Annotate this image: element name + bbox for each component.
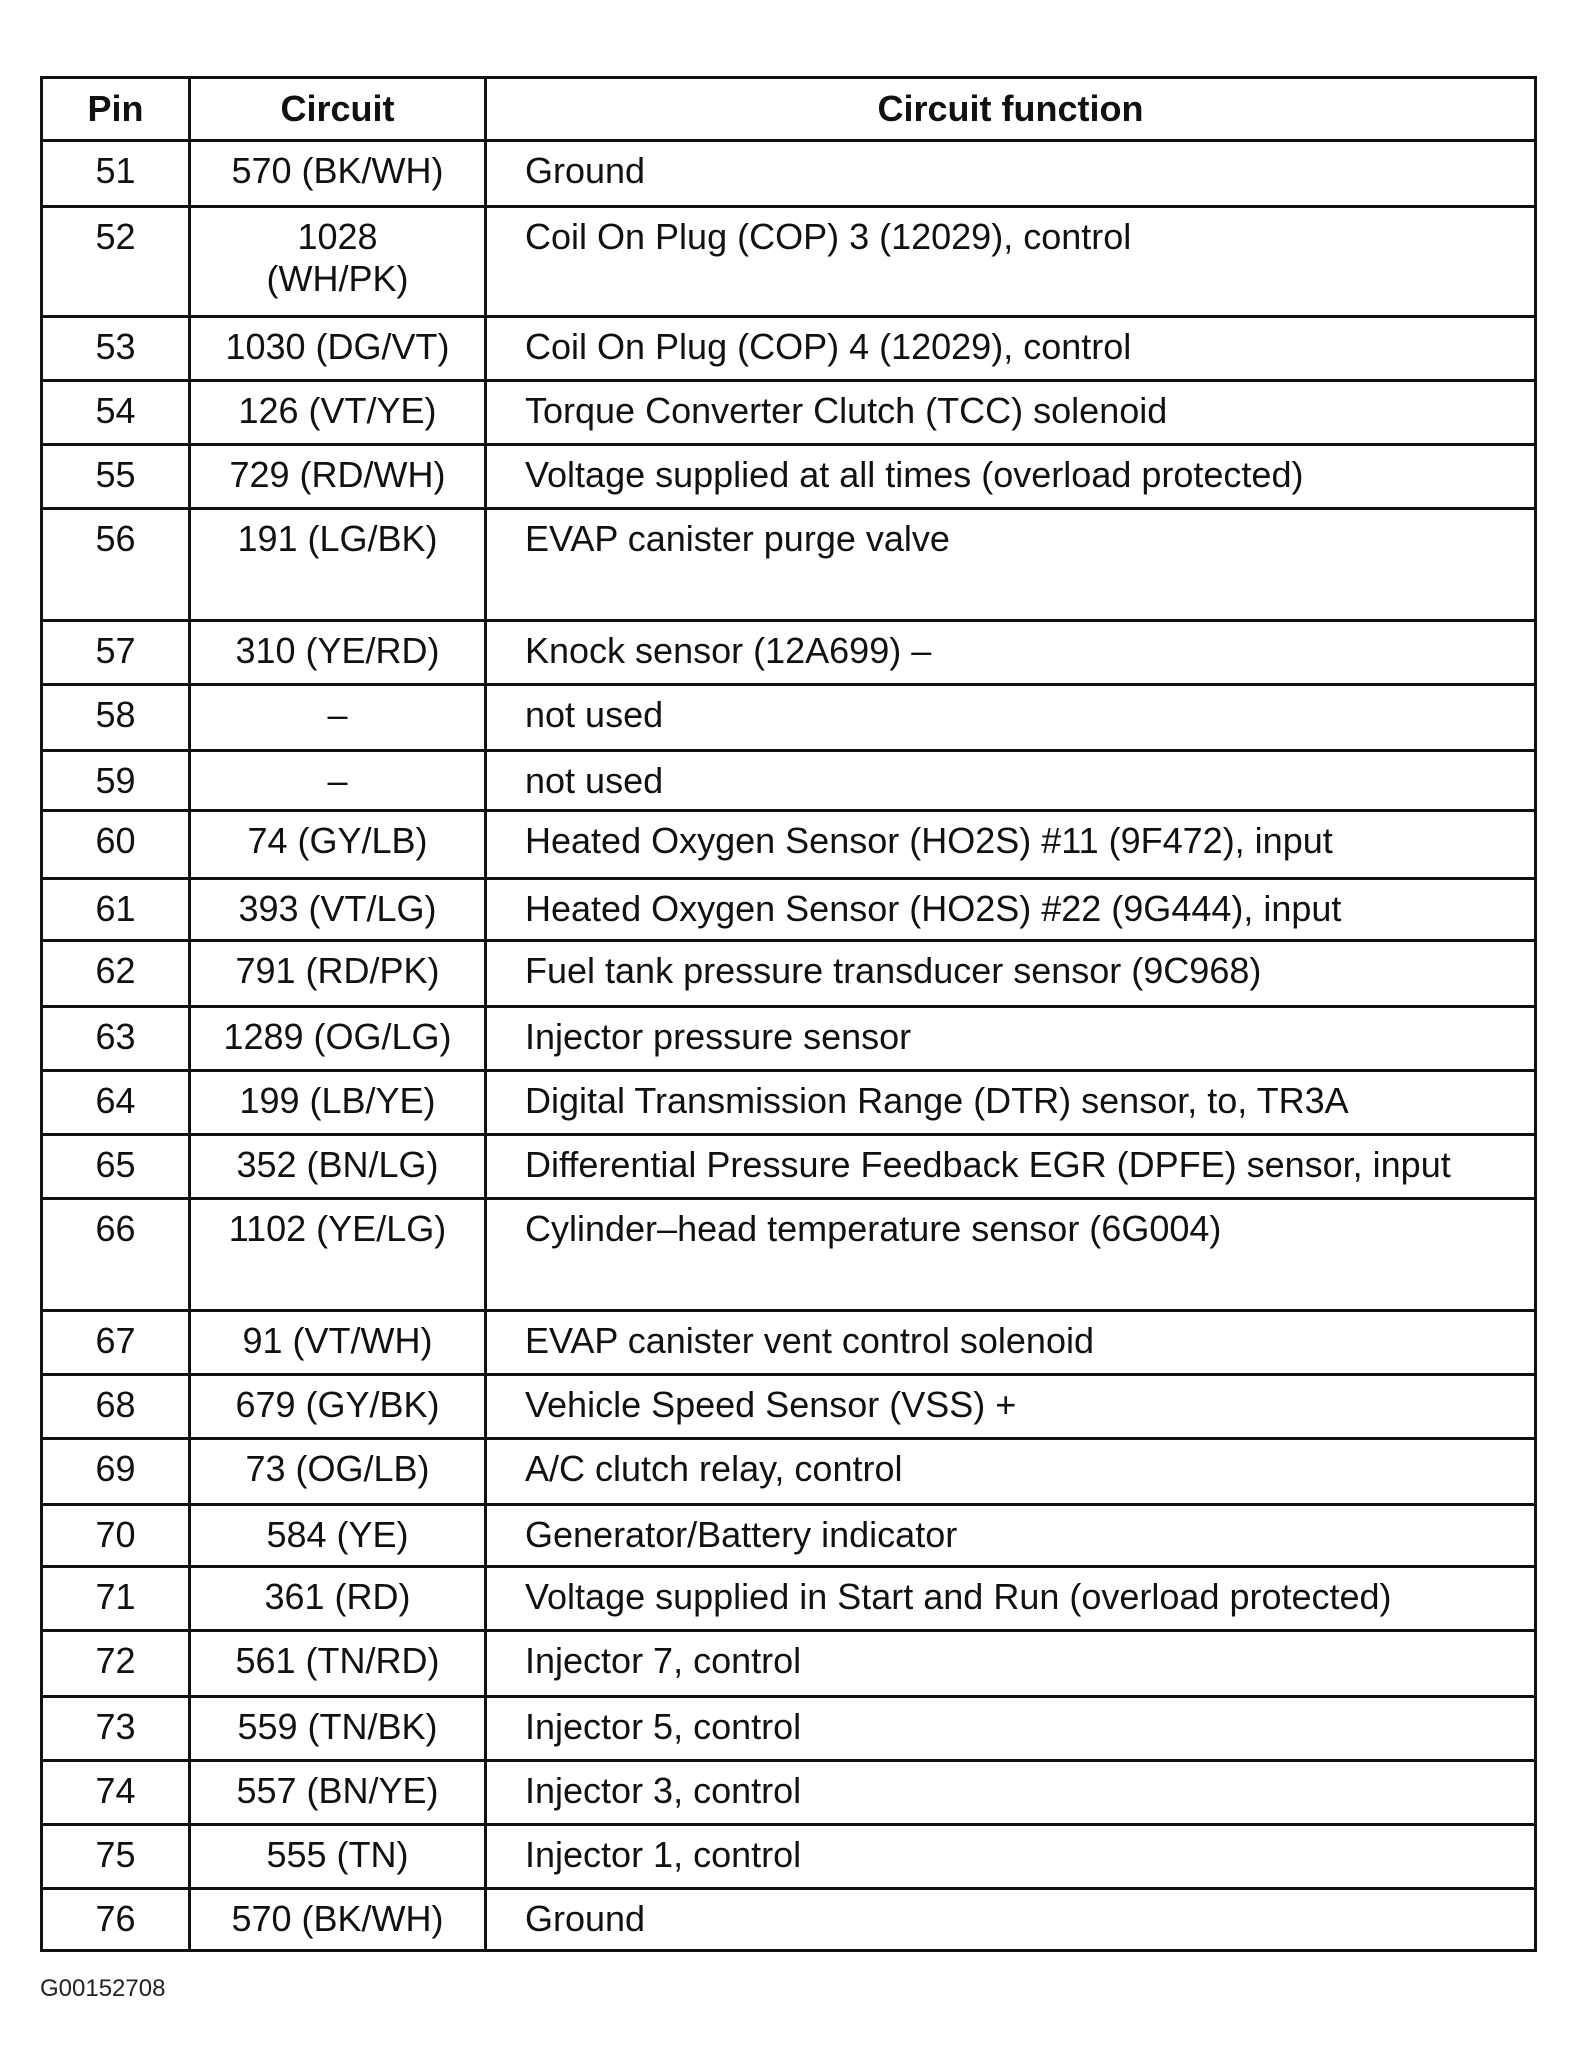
table-row: [42, 1439, 1536, 1505]
header-circuit-function: Circuit function: [486, 78, 1536, 141]
table-row: [42, 1761, 1536, 1825]
pin-cell: 61: [42, 879, 190, 941]
circuit-function-cell: Knock sensor (12A699) –: [486, 621, 1536, 685]
pin-cell: 62: [42, 941, 190, 1007]
pin-cell: 69: [42, 1439, 190, 1505]
circuit-cell: –: [190, 685, 486, 751]
circuit-cell: 561 (TN/RD): [190, 1631, 486, 1697]
pin-cell: 65: [42, 1135, 190, 1199]
pin-cell: 74: [42, 1761, 190, 1825]
pin-cell: 59: [42, 751, 190, 811]
pin-cell: 54: [42, 381, 190, 445]
table-header-row: [42, 78, 1536, 141]
pin-cell: 70: [42, 1505, 190, 1567]
circuit-cell: 73 (OG/LB): [190, 1439, 486, 1505]
document-code: G00152708: [40, 1975, 166, 2002]
circuit-cell: 555 (TN): [190, 1825, 486, 1889]
circuit-function-cell: Coil On Plug (COP) 4 (12029), control: [486, 317, 1536, 381]
circuit-cell: 126 (VT/YE): [190, 381, 486, 445]
table-row: [42, 1889, 1536, 1951]
table-row: [42, 1825, 1536, 1889]
circuit-function-cell: EVAP canister vent control solenoid: [486, 1311, 1536, 1375]
pin-cell: 75: [42, 1825, 190, 1889]
circuit-cell: 352 (BN/LG): [190, 1135, 486, 1199]
table-row: [42, 509, 1536, 621]
table-row: [42, 1631, 1536, 1697]
table-row: [42, 1375, 1536, 1439]
circuit-function-cell: Voltage supplied at all times (overload protected): [486, 445, 1536, 509]
circuit-function-cell: Fuel tank pressure transducer sensor (9C968): [486, 941, 1536, 1007]
table-row: [42, 1007, 1536, 1071]
pin-cell: 66: [42, 1199, 190, 1311]
circuit-cell: 1028 (WH/PK): [190, 207, 486, 317]
pin-cell: 73: [42, 1697, 190, 1761]
circuit-cell: 91 (VT/WH): [190, 1311, 486, 1375]
circuit-function-cell: Heated Oxygen Sensor (HO2S) #11 (9F472), input: [486, 811, 1536, 879]
table-row: [42, 317, 1536, 381]
circuit-function-cell: Injector pressure sensor: [486, 1007, 1536, 1071]
circuit-cell: –: [190, 751, 486, 811]
table-row: [42, 1567, 1536, 1631]
pin-cell: 71: [42, 1567, 190, 1631]
circuit-function-cell: Torque Converter Clutch (TCC) solenoid: [486, 381, 1536, 445]
table-row: [42, 445, 1536, 509]
table-row: [42, 1199, 1536, 1311]
circuit-cell: 557 (BN/YE): [190, 1761, 486, 1825]
pin-cell: 55: [42, 445, 190, 509]
circuit-cell: 559 (TN/BK): [190, 1697, 486, 1761]
pin-cell: 67: [42, 1311, 190, 1375]
table-row: [42, 879, 1536, 941]
header-pin: Pin: [42, 78, 190, 141]
table-row: [42, 621, 1536, 685]
table-row: [42, 811, 1536, 879]
circuit-function-cell: Injector 3, control: [486, 1761, 1536, 1825]
circuit-cell: 1102 (YE/LG): [190, 1199, 486, 1311]
circuit-cell: 570 (BK/WH): [190, 141, 486, 207]
circuit-function-cell: Ground: [486, 1889, 1536, 1951]
circuit-cell: 199 (LB/YE): [190, 1071, 486, 1135]
circuit-cell: 310 (YE/RD): [190, 621, 486, 685]
pin-cell: 56: [42, 509, 190, 621]
table-row: [42, 1505, 1536, 1567]
circuit-cell: 361 (RD): [190, 1567, 486, 1631]
circuit-cell: 74 (GY/LB): [190, 811, 486, 879]
table-row: [42, 1697, 1536, 1761]
table-row: [42, 751, 1536, 811]
circuit-function-cell: Cylinder–head temperature sensor (6G004): [486, 1199, 1536, 1311]
circuit-function-cell: not used: [486, 685, 1536, 751]
circuit-function-cell: Vehicle Speed Sensor (VSS) +: [486, 1375, 1536, 1439]
circuit-cell: 393 (VT/LG): [190, 879, 486, 941]
circuit-function-cell: not used: [486, 751, 1536, 811]
pin-circuit-table: [40, 76, 1537, 1952]
circuit-function-cell: Digital Transmission Range (DTR) sensor, to, TR3A: [486, 1071, 1536, 1135]
circuit-function-cell: Injector 1, control: [486, 1825, 1536, 1889]
circuit-cell: 1289 (OG/LG): [190, 1007, 486, 1071]
circuit-cell: 679 (GY/BK): [190, 1375, 486, 1439]
circuit-cell: 584 (YE): [190, 1505, 486, 1567]
table-row: [42, 381, 1536, 445]
circuit-function-cell: Voltage supplied in Start and Run (overload protected): [486, 1567, 1536, 1631]
pin-cell: 58: [42, 685, 190, 751]
table-row: [42, 1071, 1536, 1135]
table-row: [42, 941, 1536, 1007]
pin-cell: 53: [42, 317, 190, 381]
table-row: [42, 1311, 1536, 1375]
pin-cell: 51: [42, 141, 190, 207]
table-row: [42, 141, 1536, 207]
pin-cell: 52: [42, 207, 190, 317]
pin-cell: 64: [42, 1071, 190, 1135]
circuit-cell: 791 (RD/PK): [190, 941, 486, 1007]
circuit-function-cell: Differential Pressure Feedback EGR (DPFE) sensor, input: [486, 1135, 1536, 1199]
circuit-function-cell: Heated Oxygen Sensor (HO2S) #22 (9G444), input: [486, 879, 1536, 941]
pin-cell: 60: [42, 811, 190, 879]
circuit-cell: 729 (RD/WH): [190, 445, 486, 509]
circuit-cell: 191 (LG/BK): [190, 509, 486, 621]
circuit-cell: 1030 (DG/VT): [190, 317, 486, 381]
pin-cell: 63: [42, 1007, 190, 1071]
table-row: [42, 1135, 1536, 1199]
table-row: [42, 207, 1536, 317]
table-body: [42, 141, 1536, 1951]
pin-cell: 72: [42, 1631, 190, 1697]
circuit-cell: 570 (BK/WH): [190, 1889, 486, 1951]
circuit-function-cell: Injector 5, control: [486, 1697, 1536, 1761]
pin-cell: 68: [42, 1375, 190, 1439]
table-row: [42, 685, 1536, 751]
circuit-function-cell: Coil On Plug (COP) 3 (12029), control: [486, 207, 1536, 317]
header-circuit: Circuit: [190, 78, 486, 141]
circuit-function-cell: A/C clutch relay, control: [486, 1439, 1536, 1505]
pin-cell: 76: [42, 1889, 190, 1951]
circuit-function-cell: EVAP canister purge valve: [486, 509, 1536, 621]
pin-cell: 57: [42, 621, 190, 685]
circuit-function-cell: Generator/Battery indicator: [486, 1505, 1536, 1567]
circuit-function-cell: Ground: [486, 141, 1536, 207]
circuit-function-cell: Injector 7, control: [486, 1631, 1536, 1697]
